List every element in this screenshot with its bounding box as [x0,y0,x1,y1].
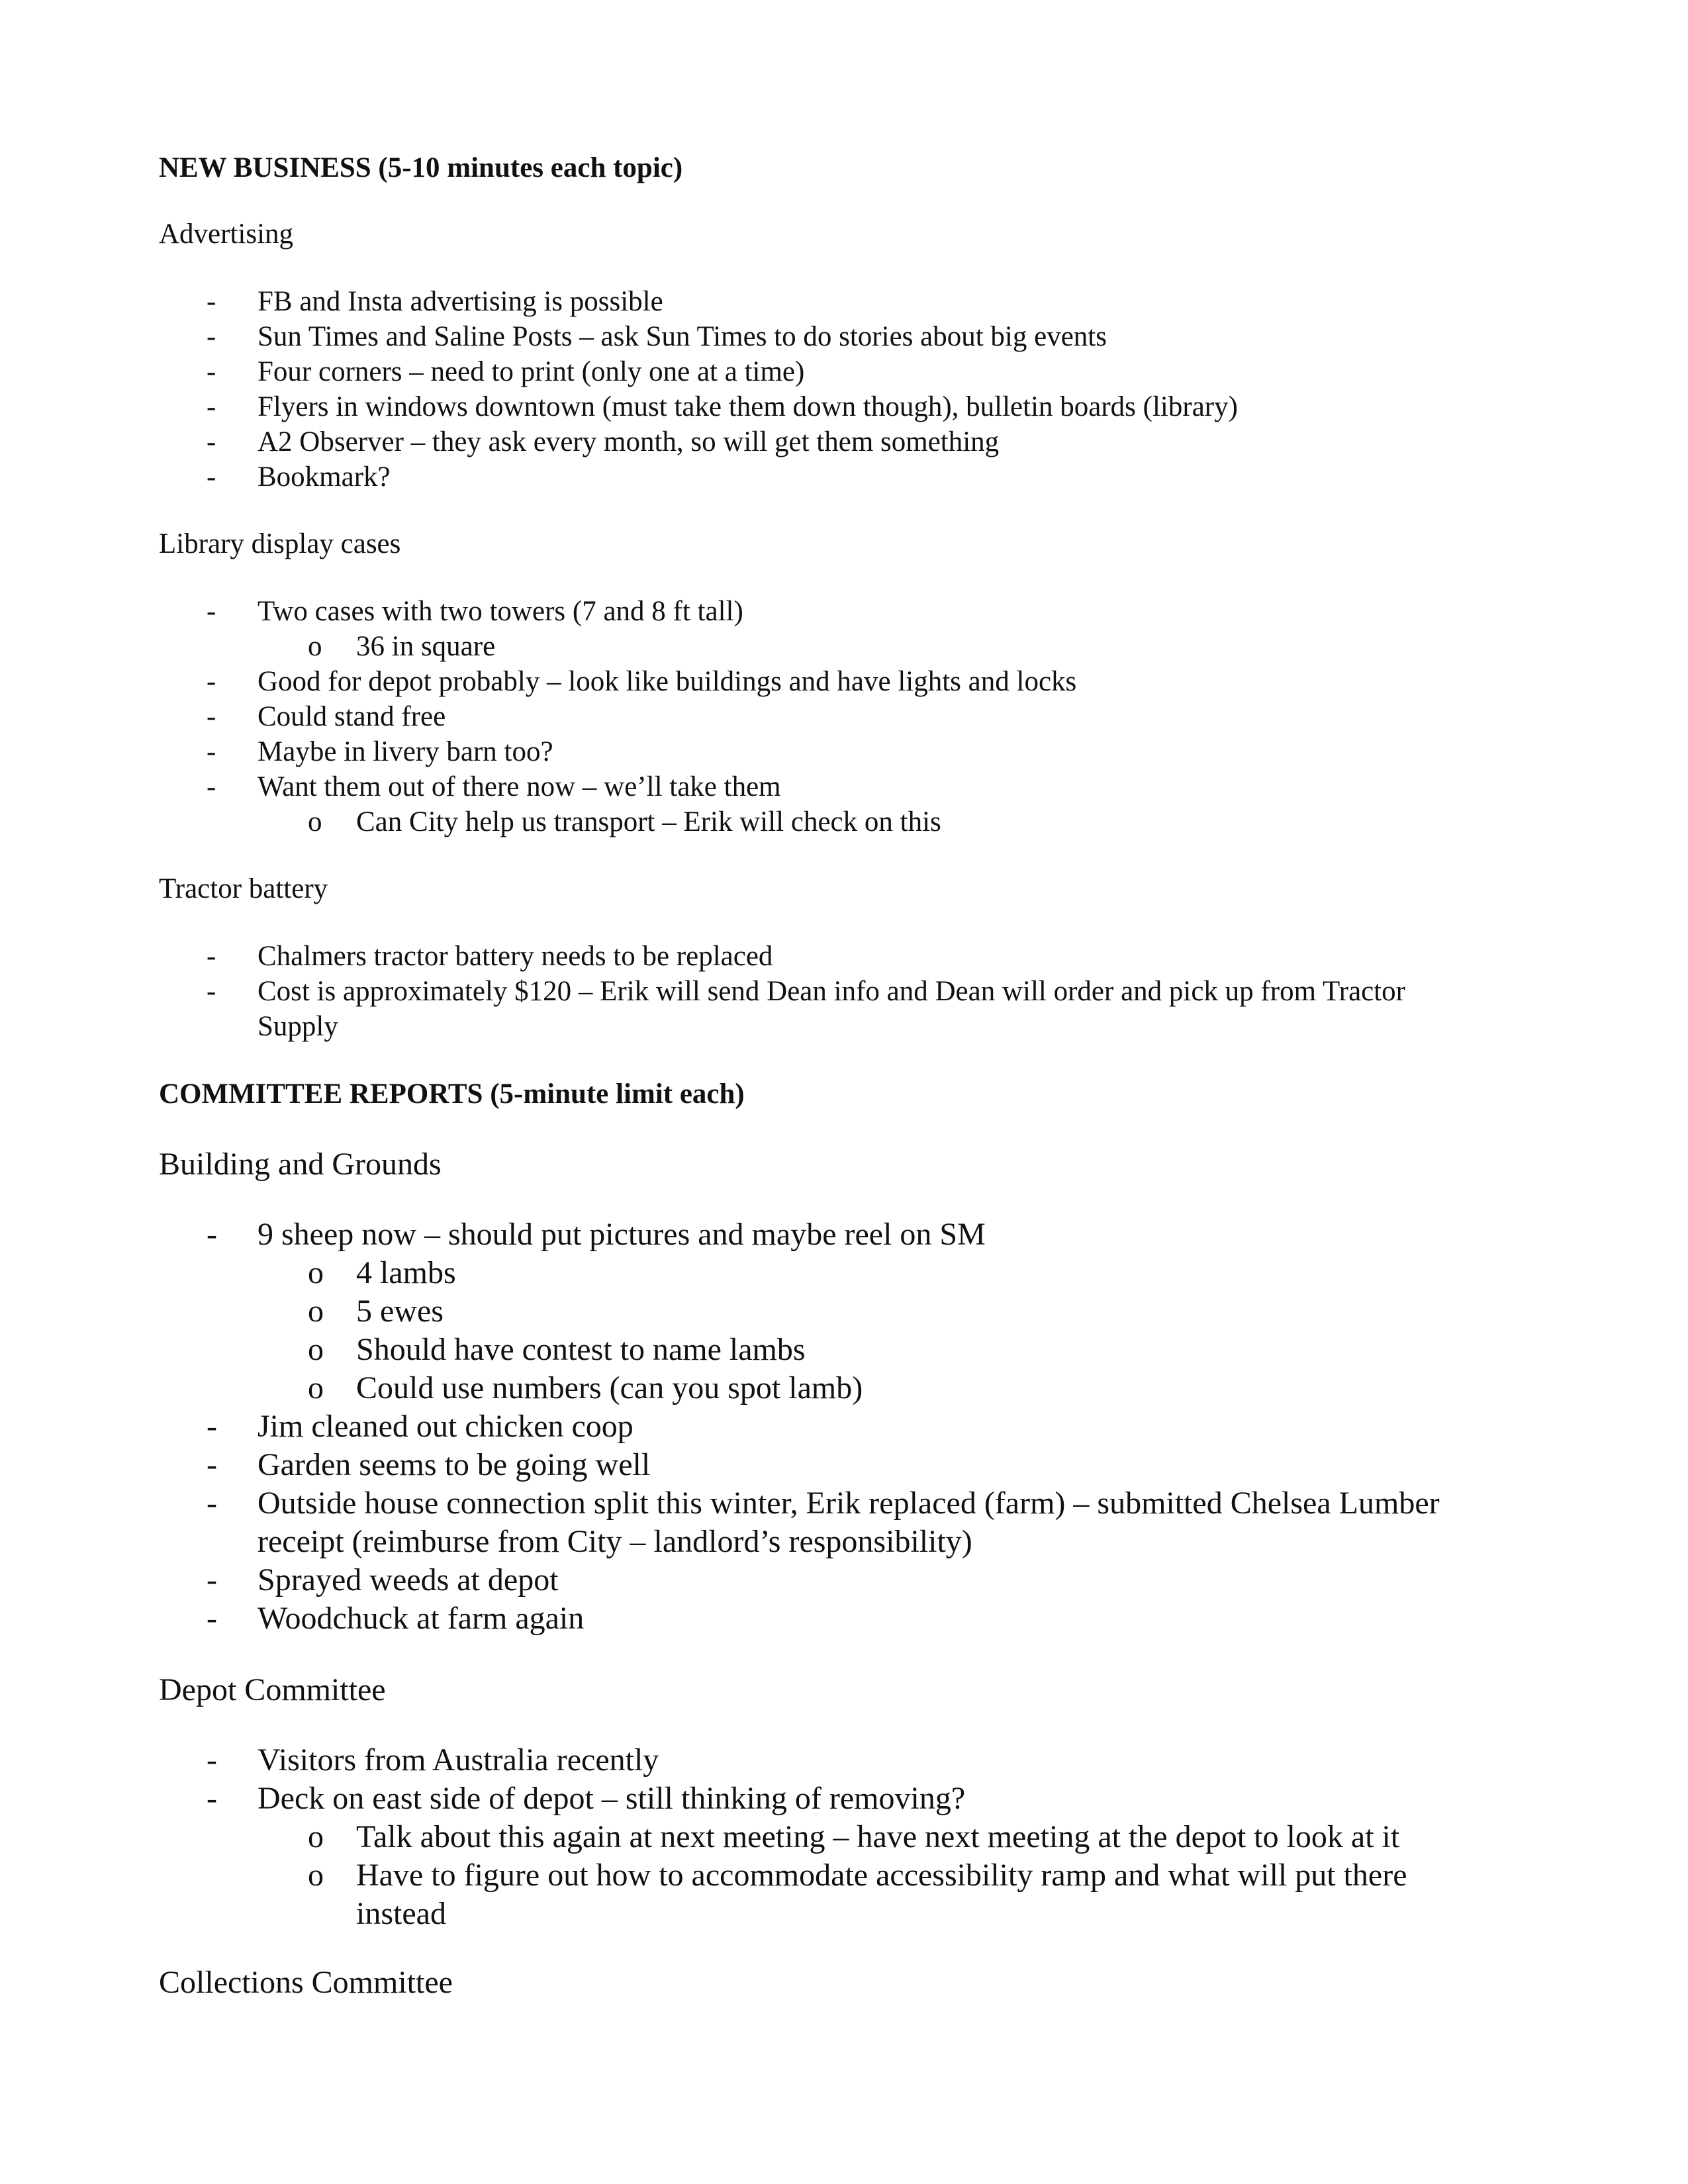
list-item: Maybe in livery barn too? [258,736,553,767]
dash-marker: - [207,1447,217,1482]
circle-marker: o [308,1255,324,1290]
sub-list-item: 5 ewes [356,1294,444,1329]
circle-marker: o [308,1819,324,1854]
list-item: Two cases with two towers (7 and 8 ft tall) [258,596,743,627]
list-item: Deck on east side of depot – still thinking of removing? [258,1781,966,1816]
circle-marker: o [308,631,322,662]
topic-title-advertising: Advertising [159,218,294,250]
dash-marker: - [207,391,216,422]
list-item: Visitors from Australia recently [258,1742,659,1778]
list-item: Outside house connection split this winter, Erik replaced (farm) – submitted Chelsea Lumber [258,1486,1440,1521]
dash-marker: - [207,1781,217,1816]
dash-marker: - [207,321,216,352]
dash-marker: - [207,1486,217,1521]
dash-marker: - [207,356,216,387]
sub-list-item-continuation: instead [356,1896,446,1931]
sub-list-item: Should have contest to name lambs [356,1332,806,1367]
circle-marker: o [308,1370,324,1405]
topic-title-collections-committee: Collections Committee [159,1965,453,2000]
dash-marker: - [207,1217,217,1252]
list-item: 9 sheep now – should put pictures and maybe reel on SM [258,1217,986,1252]
sub-list-item: 4 lambs [356,1255,456,1290]
list-item: A2 Observer – they ask every month, so will get them something [258,426,1000,457]
list-item: Want them out of there now – we’ll take them [258,771,781,802]
list-item: Four corners – need to print (only one at a time) [258,356,805,387]
dash-marker: - [207,736,216,767]
circle-marker: o [308,1858,324,1893]
dash-marker: - [207,976,216,1007]
dash-marker: - [207,596,216,627]
circle-marker: o [308,1332,324,1367]
circle-marker: o [308,1294,324,1329]
section-heading-committee-reports: COMMITTEE REPORTS (5-minute limit each) [159,1078,745,1110]
sub-list-item: Have to figure out how to accommodate accessibility ramp and what will put there [356,1858,1407,1893]
list-item-continuation: receipt (reimburse from City – landlord’s responsibility) [258,1524,972,1559]
list-item: Flyers in windows downtown (must take them down though), bulletin boards (library) [258,391,1238,422]
topic-title-tractor-battery: Tractor battery [159,873,328,904]
dash-marker: - [207,701,216,732]
list-item-continuation: Supply [258,1011,338,1042]
sub-list-item: Could use numbers (can you spot lamb) [356,1370,863,1405]
list-item: Bookmark? [258,461,391,493]
topic-title-depot-committee: Depot Committee [159,1672,386,1707]
dash-marker: - [207,1409,217,1444]
list-item: Garden seems to be going well [258,1447,651,1482]
section-heading-new-business: NEW BUSINESS (5-10 minutes each topic) [159,152,683,183]
list-item: Chalmers tractor battery needs to be replaced [258,941,773,972]
list-item: Sprayed weeds at depot [258,1562,559,1597]
dash-marker: - [207,666,216,697]
list-item: Woodchuck at farm again [258,1601,585,1636]
list-item: FB and Insta advertising is possible [258,286,663,317]
list-item: Jim cleaned out chicken coop [258,1409,633,1444]
list-item: Good for depot probably – look like buildings and have lights and locks [258,666,1077,697]
circle-marker: o [308,806,322,837]
dash-marker: - [207,771,216,802]
list-item: Sun Times and Saline Posts – ask Sun Times to do stories about big events [258,321,1107,352]
list-item: Could stand free [258,701,446,732]
dash-marker: - [207,286,216,317]
dash-marker: - [207,461,216,493]
dash-marker: - [207,941,216,972]
topic-title-library-display-cases: Library display cases [159,528,401,559]
topic-title-building-and-grounds: Building and Grounds [159,1147,442,1182]
sub-list-item: Can City help us transport – Erik will check on this [356,806,941,837]
dash-marker: - [207,426,216,457]
sub-list-item: Talk about this again at next meeting – have next meeting at the depot to look at it [356,1819,1400,1854]
dash-marker: - [207,1742,217,1778]
dash-marker: - [207,1601,217,1636]
list-item: Cost is approximately $120 – Erik will send Dean info and Dean will order and pick up from Tractor [258,976,1406,1007]
dash-marker: - [207,1562,217,1597]
sub-list-item: 36 in square [356,631,496,662]
